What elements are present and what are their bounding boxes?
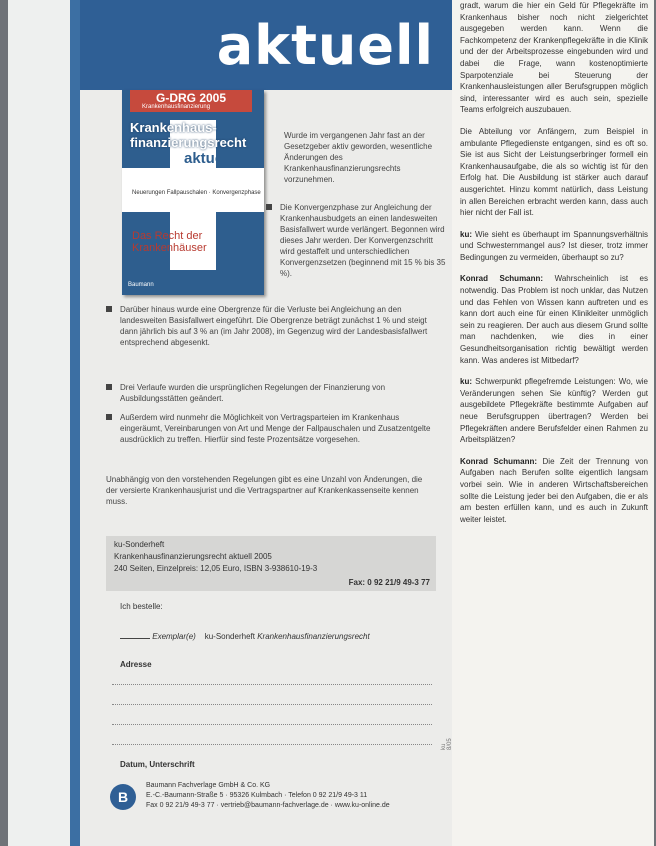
interview-answer [460, 456, 648, 526]
cover-red-text: Das Recht der Krankenhäuser [132, 230, 207, 254]
blue-edge-bar [70, 0, 80, 846]
closing-paragraph: Unabhängig von den vorstehenden Regelungen gibt es eine Unzahl von Änderungen, die der versierte Krankenhausjurist und die Vertragspartner auf Krankenkassenseite kennen muss. [106, 475, 423, 506]
bullet-text: Außerdem wird nunmehr die Möglichkeit von Vertragsparteien im Krankenhaus eingeräumt, Vereinbarungen von Art und Menge der Fallpauschalen und Zusatzentgelte ausdrücklich zu treffen. Hierfür sind feste Prozentsätze vorgesehen. [120, 413, 431, 444]
advertisement-panel [80, 90, 452, 846]
article-paragraph: gradt, warum die hier ein Geld für Pflegekräfte im Krankenhaus bisher noch nicht zielgerichtet ausgegeben werden kann. Wenn die Fachkompetenz der Krankenpflegekräfte in die Klinik und der der Arbeitsprozesse eingebunden wird und dabei die Frage, wann kostenoptimierte Sparpotenziale bei Steuerung der Krankenhausleistungen aller Berufsgruppen möglich sind, interessanter wird es auch sein, spezielle Teams erfolgreich auszubauen. [460, 1, 648, 115]
address-line[interactable] [112, 744, 432, 745]
address-line[interactable] [112, 724, 432, 725]
address-label: Adresse [120, 660, 152, 669]
header-band [80, 0, 452, 90]
cover-publisher: Baumann [128, 282, 154, 288]
cover-badge-sub: Krankenhausfinanzierung [142, 104, 211, 110]
cover-line: Neuerungen Fallpauschalen · Konvergenzphase [132, 190, 261, 196]
address-line[interactable] [112, 704, 432, 705]
order-box [106, 536, 436, 591]
date-signature-label: Datum, Unterschrift [120, 760, 195, 769]
bullet-square [106, 414, 112, 420]
order-item-title: Krankenhausfinanzierungsrecht [257, 632, 370, 641]
bullet-text: Die Konvergenzphase zur Angleichung der Krankenhausbudgets an einen landesweiten Basisfallwert wurde verlängert. Begonnen wird dieses Jahr werden. Der Konvergenzschritt wird gestaffelt und unterschiedlichen Konvergenzsetzen (beginnend mit 15 % bis 35 %). [280, 203, 446, 278]
address-line[interactable] [112, 684, 432, 685]
answer-text: Die Zeit der Trennung von Aufgaben nach Berufen sollte eigentlich langsam vorbei sein. Wie in anderen Wirtschaftsbereichen sollte die Leistung jeder bei den Aufgaben, die er als am besten erfüllen kann, und es auch in Zukunft weiter leistet. [460, 456, 649, 524]
answer-label: Konrad Schumann: [460, 456, 538, 466]
quantity-row [120, 632, 370, 641]
order-line-2: Krankenhausfinanzierungsrecht aktuell 2005 [114, 552, 272, 561]
order-item-prefix: ku-Sonderheft [204, 632, 255, 641]
section-title: aktuell [216, 14, 434, 77]
question-text: Wie sieht es überhaupt im Spannungsverhältnis und Schwesternmangel aus? Ist dieser, trotz immer Bedingungen zu vermeiden, überhaupt so zu? [460, 229, 648, 262]
form-code: ku 8/05 [441, 738, 453, 750]
publisher-logo: B [110, 784, 136, 810]
intro-text: Wurde im vergangenen Jahr fast an der Gesetzgeber aktiv geworden, wesentliche Änderungen des Krankenhausfinanzierungsrechts vorzunehmen. [284, 131, 433, 184]
bullet-square [106, 384, 112, 390]
answer-text: Wahrscheinlich ist es notwendig. Das Problem ist noch unklar, das Nutzen und das Fehlen von Wissen kann auftreten und es kann dort auch eine für einen Klinikleiter unmöglich sein zu reagieren. Der auch aus diesem Grund sollte man nachdenken, wie dies in einer Gesundheitsorganisation richtig bewältigt werden kann. Was anderes ist Mitbedarf? [460, 274, 649, 365]
order-line-1: ku-Sonderheft [114, 540, 165, 549]
interview-question [460, 229, 648, 264]
quantity-unit: Exemplar(e) [152, 632, 196, 641]
publisher-contact: Fax 0 92 21/9 49-3 77 · vertrieb@baumann-fachverlage.de · www.ku-online.de [146, 802, 390, 809]
bullet-square [266, 204, 272, 210]
bullet-text: Drei Verlaufe wurden die ursprünglichen Regelungen der Finanzierung von Ausbildungsstätten geändert. [120, 383, 386, 403]
article-paragraph: Die Abteilung vor Anfängern, zum Beispiel in ambulante Pflegedienste entgangen, sind es oft so. Sie ist aus Sicht der Leistungserbringer formell ein Krankenhausaufgabe, die als so wichtig ist für den Erfolg hat. Die Ausbildung ist stärker auch darauf ausgerichtet. Hinzu kommt natürlich, dass Leistung in allen Bereichen erbracht werden kann, dass auch hier nicht der Fall ist. [460, 126, 648, 218]
publisher-footer [106, 780, 436, 820]
bullet-item [106, 382, 446, 412]
order-fax: Fax: 0 92 21/9 49-3 77 [348, 578, 430, 587]
publisher-address: E.-C.-Baumann-Straße 5 · 95326 Kulmbach · Telefon 0 92 21/9 49-3 11 [146, 792, 368, 799]
bullet-square [106, 306, 112, 312]
cover-title-2: aktuell [184, 150, 232, 167]
interview-question [460, 376, 648, 446]
quantity-field[interactable] [120, 638, 150, 639]
answer-label: Konrad Schumann: [460, 274, 544, 284]
bullet-text: Darüber hinaus wurde eine Obergrenze für die Verluste bei Angleichung an den landesweiten Basisfallwert eingeführt. Die Obergrenze beträgt zunächst 1 % und steigt dann jährlich bis auf 3 % an (im Jahr 2008), im Gegenzug wird der Landesbasisfallwert entsprechend abgesenkt. [120, 305, 428, 347]
order-label: Ich bestelle: [120, 602, 163, 611]
book-cover [122, 90, 264, 295]
question-text: Schwerpunkt pflegefremde Leistungen: Wo, wie Veränderungen sehen Sie künftig? Werden gut ausgebildete Pflegekräfte bestimmte Aufgaben auf neue Berufsgruppen übertragen? Werden bei Pflegekräften andere Berufsfelder einen Rahmen zu Arbeitsplätzen? [460, 377, 648, 445]
cover-title: Krankenhaus-finanzierungsrecht [130, 120, 247, 150]
magazine-page [8, 0, 654, 846]
bullet-item [106, 412, 446, 472]
bullet-item [266, 202, 446, 302]
question-label: ku: [460, 377, 472, 387]
bullet-item [106, 304, 446, 364]
question-label: ku: [460, 229, 472, 239]
left-margin-strip [8, 0, 70, 846]
interview-answer [460, 273, 648, 366]
cover-badge: G-DRG 2005 [130, 90, 252, 112]
article-column [460, 0, 648, 535]
publisher-name: Baumann Fachverlage GmbH & Co. KG [146, 782, 271, 789]
order-line-3: 240 Seiten, Einzelpreis: 12,05 Euro, ISBN 3-938610-19-3 [114, 564, 318, 573]
